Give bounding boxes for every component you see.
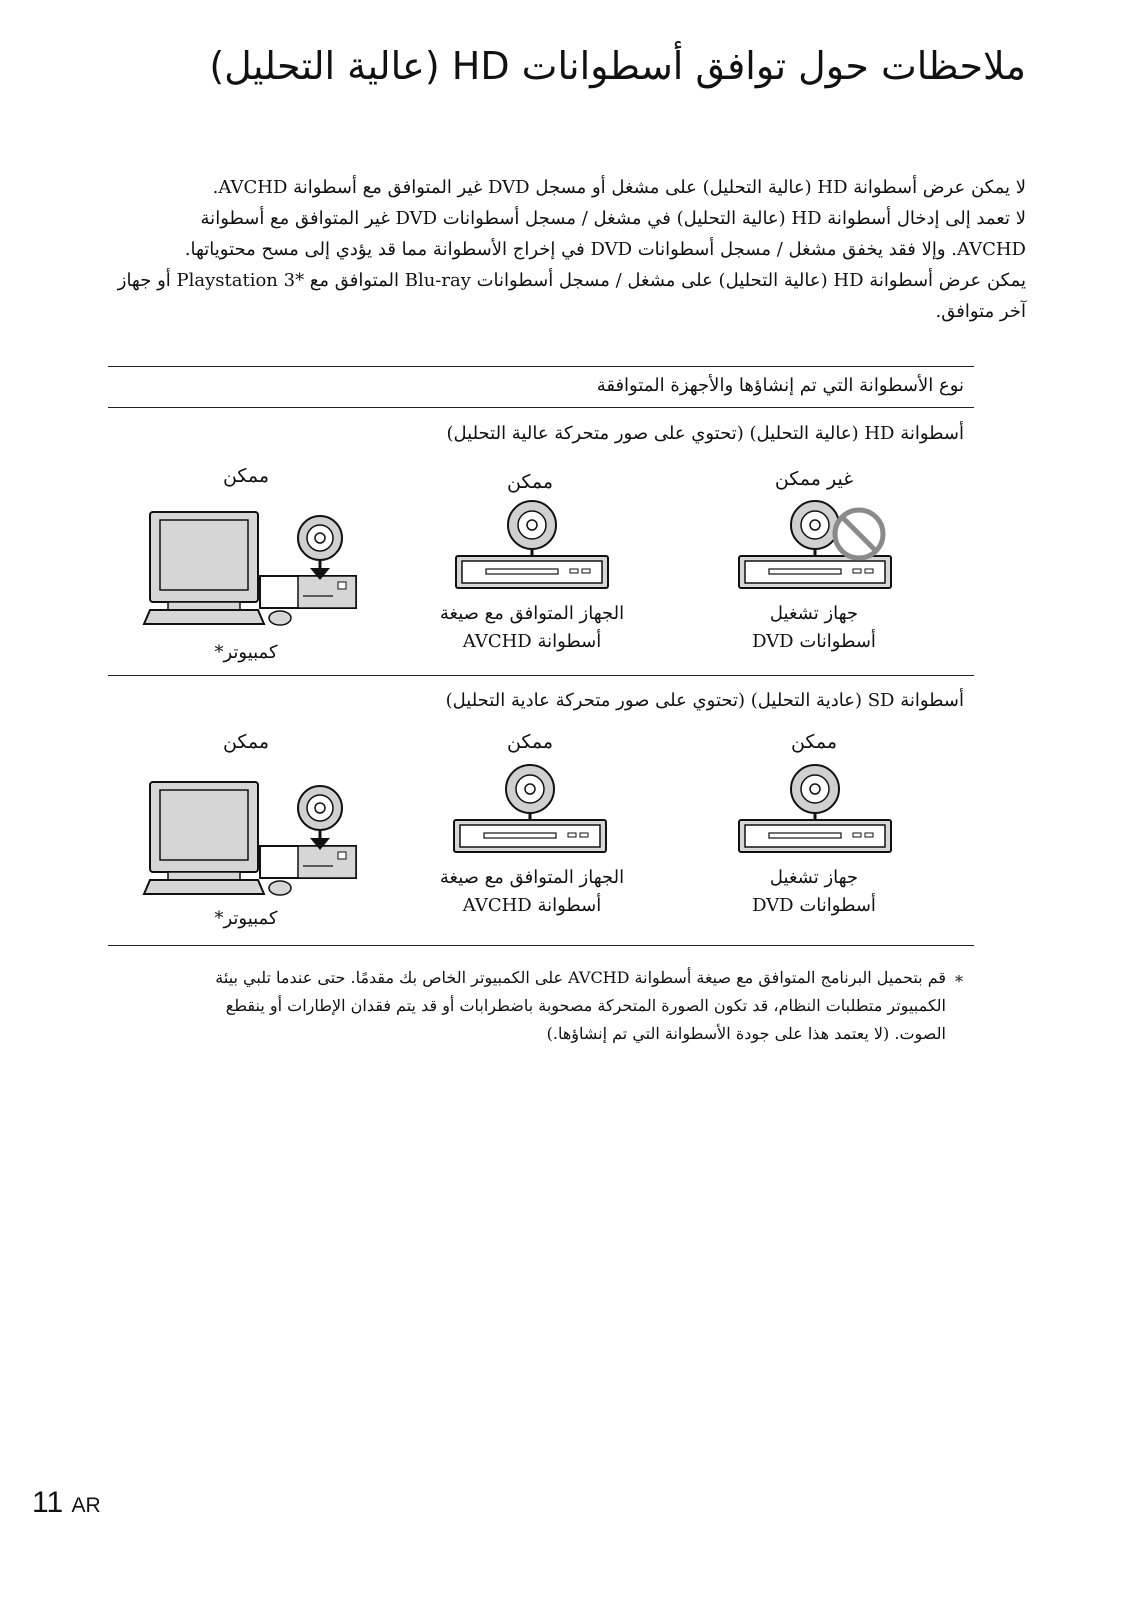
hd-computer-label: كمبيوتر* bbox=[214, 642, 278, 663]
sd-disc-heading: أسطوانة SD (عادية التحليل) (تحتوي على صور متحركة عادية التحليل) bbox=[445, 690, 964, 711]
page-title: ملاحظات حول توافق أسطوانات HD (عالية التحليل) bbox=[209, 44, 1026, 88]
table-header: نوع الأسطوانة التي تم إنشاؤها والأجهزة المتوافقة bbox=[596, 375, 964, 396]
dvd-player-icon bbox=[735, 764, 895, 860]
sd-avchd-device-label: الجهاز المتوافق مع صيغة أسطوانة AVCHD bbox=[439, 867, 625, 916]
sd-pc-status: ممكن bbox=[222, 731, 270, 753]
hd-disc-heading: أسطوانة HD (عالية التحليل) (تحتوي على صور متحركة عالية التحليل) bbox=[446, 423, 964, 444]
computer-icon bbox=[138, 776, 362, 904]
footnote-line: قم بتحميل البرنامج المتوافق مع صيغة أسطوانة AVCHD على الكمبيوتر الخاص بك مقدمًا. حتى عندما تلبي بيئة bbox=[215, 968, 946, 987]
hd-dvd-player-label: جهاز تشغيل أسطوانات DVD bbox=[752, 603, 876, 652]
hd-avchd-status: ممكن bbox=[506, 471, 554, 493]
avchd-device-icon bbox=[452, 500, 612, 596]
hd-pc-status: ممكن bbox=[222, 465, 270, 487]
intro-line: يمكن عرض أسطوانة HD (عالية التحليل) على مشغل / مسجل أسطوانات Blu-ray المتوافق مع *Playstation 3 أو جهاز bbox=[117, 270, 1026, 291]
sd-dvd-status: ممكن bbox=[790, 731, 838, 753]
hd-dvd-status: غير ممكن bbox=[774, 468, 854, 490]
intro-line: AVCHD. وإلا فقد يخفق مشغل / مسجل أسطوانات DVD في إخراج الأسطوانة مما قد يؤدي إلى مسح محتوياتها. bbox=[184, 239, 1026, 260]
footnote-line: الصوت. (لا يعتمد هذا على جودة الأسطوانة التي تم إنشاؤها.) bbox=[546, 1024, 946, 1043]
sd-computer-label: كمبيوتر* bbox=[214, 908, 278, 929]
section-rule bbox=[108, 675, 974, 676]
intro-line: لا يمكن عرض أسطوانة HD (عالية التحليل) على مشغل أو مسجل DVD غير المتوافق مع أسطوانة AVCHD. bbox=[212, 177, 1026, 198]
intro-paragraph bbox=[100, 172, 1026, 327]
footnote-mark: * bbox=[955, 972, 963, 991]
intro-line: آخر متوافق. bbox=[935, 301, 1026, 322]
sd-avchd-status: ممكن bbox=[506, 731, 554, 753]
computer-icon bbox=[138, 506, 362, 634]
table-top-rule bbox=[108, 366, 974, 367]
table-bottom-rule bbox=[108, 945, 974, 946]
table-header-rule bbox=[108, 407, 974, 408]
intro-line: لا تعمد إلى إدخال أسطوانة HD (عالية التحليل) في مشغل / مسجل أسطوانات DVD غير المتوافق مع أسطوانة bbox=[200, 208, 1026, 229]
hd-avchd-device-label: الجهاز المتوافق مع صيغة أسطوانة AVCHD bbox=[439, 603, 625, 652]
avchd-device-icon bbox=[450, 764, 610, 860]
page-number: 11 AR bbox=[32, 1486, 101, 1519]
footnote-line: الكمبيوتر متطلبات النظام، قد تكون الصورة المتحركة مصحوبة باضطرابات أو قد يتم فقدان الإطارات أو ينقطع bbox=[225, 996, 946, 1015]
footnote bbox=[150, 964, 946, 1048]
dvd-player-prohibited-icon bbox=[735, 500, 895, 596]
sd-dvd-player-label: جهاز تشغيل أسطوانات DVD bbox=[752, 867, 876, 916]
